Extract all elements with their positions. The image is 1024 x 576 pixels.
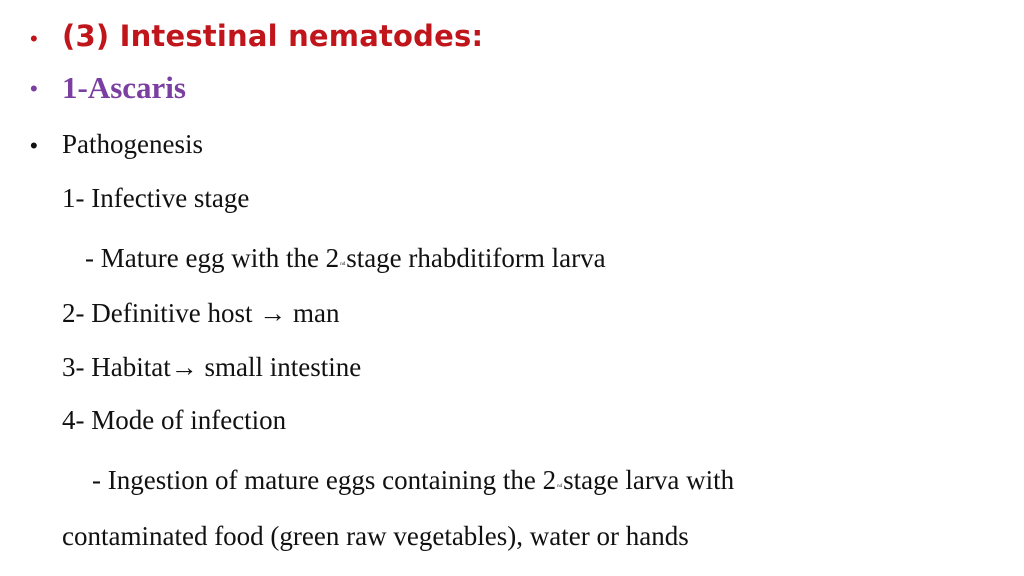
slide-title: (3) Intestinal nematodes: xyxy=(62,19,484,53)
infective-detail-sup: nd xyxy=(340,262,346,267)
mode-detail-continuation: contaminated food (green raw vegetables), water or hands xyxy=(62,521,689,551)
infective-stage-line: 1- Infective stage xyxy=(62,183,250,213)
subtitle-bullet: • xyxy=(30,76,38,101)
title-bullet: • xyxy=(30,26,38,51)
infective-detail-line xyxy=(85,245,606,272)
section-bullet: • xyxy=(30,133,38,158)
infective-detail-pre: - Mature egg with the 2 xyxy=(85,243,340,273)
mode-detail-line xyxy=(92,467,734,494)
habitat-line: 3- Habitat→ small intestine xyxy=(62,352,362,382)
definitive-host-line: 2- Definitive host → man xyxy=(62,298,340,328)
mode-detail-sup: nd xyxy=(557,484,563,489)
section-heading: Pathogenesis xyxy=(62,129,203,159)
mode-detail-post: stage larva with xyxy=(563,465,735,495)
mode-detail-pre: - Ingestion of mature eggs containing the 2 xyxy=(92,465,557,495)
infective-detail-post: stage rhabditiform larva xyxy=(346,243,606,273)
mode-of-infection-line: 4- Mode of infection xyxy=(62,405,287,435)
slide-subtitle: 1-Ascaris xyxy=(62,70,186,105)
